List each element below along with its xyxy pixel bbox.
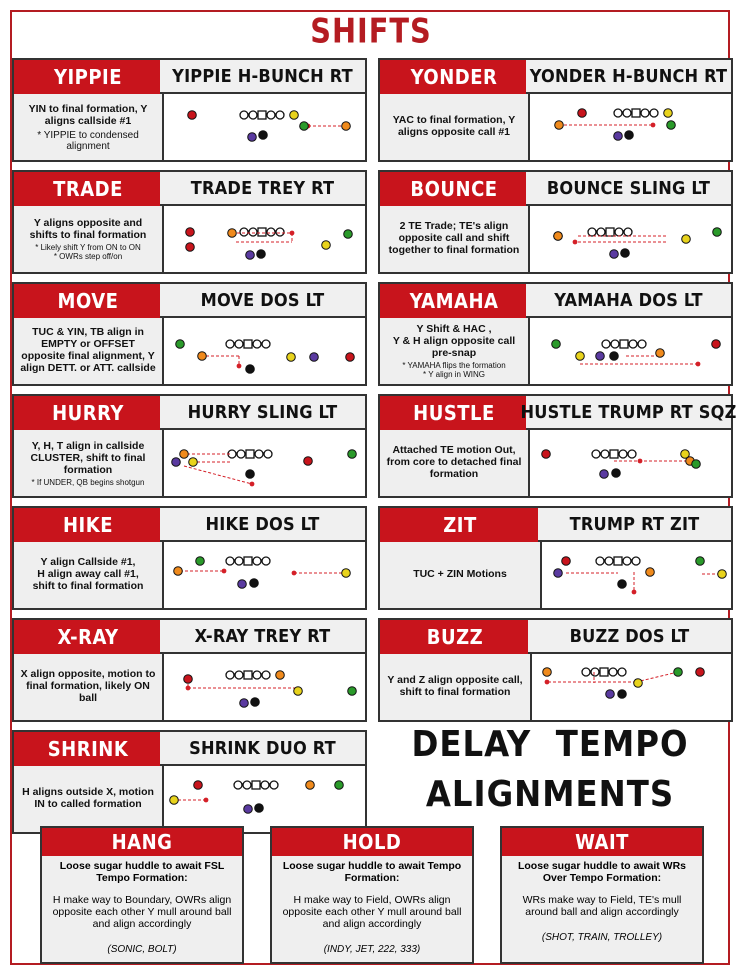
player-x [562, 557, 571, 566]
shift-call-name: BUZZ [380, 620, 532, 654]
center-square [258, 111, 266, 119]
shift-rule: Y, H, T align in callside CLUSTER, shift to final formation [30, 439, 146, 476]
player-t [596, 352, 605, 361]
lineman-circle [276, 111, 284, 119]
lineman-circle [623, 557, 631, 565]
player-z [348, 450, 357, 459]
player-q [246, 470, 255, 479]
formation-diagram [160, 542, 365, 608]
motion-path [184, 466, 252, 484]
shift-note: * YAMAHA flips the formation * Y align in WING [402, 361, 506, 379]
player-t [606, 690, 615, 699]
shift-description [14, 94, 164, 160]
player-q [250, 579, 259, 588]
shift-description [14, 430, 164, 496]
player-z [552, 340, 561, 349]
player-y [180, 450, 189, 459]
formation-svg [160, 318, 365, 384]
formation-name: X-RAY TREY RT [160, 620, 365, 654]
formation-name: HUSTLE TRUMP RT SQZ [526, 396, 731, 430]
shift-note: * Likely shift Y from ON to ON * OWRs step off/on [35, 243, 141, 261]
shift-description [14, 206, 164, 272]
player-z [344, 230, 353, 239]
player-x [696, 668, 705, 677]
player-y [554, 232, 563, 241]
motion-endpoint [186, 686, 191, 691]
player-z [196, 557, 205, 566]
center-square [246, 450, 254, 458]
shift-description [380, 542, 542, 608]
lineman-circle [226, 557, 234, 565]
tempo-name: HOLD [272, 828, 472, 856]
formation-name: TRADE TREY RT [160, 172, 365, 206]
player-y [306, 781, 315, 790]
lineman-circle [226, 671, 234, 679]
lineman-circle [650, 109, 658, 117]
player-h [718, 570, 727, 579]
motion-endpoint [222, 569, 227, 574]
shift-card-yippie [12, 58, 367, 162]
tempo-examples: (SONIC, BOLT) [107, 944, 177, 955]
center-square [606, 228, 614, 236]
lineman-circle [609, 668, 617, 676]
tempo-lead: Loose sugar huddle to await WRs Over Tempo Formation: [517, 860, 686, 884]
shift-note: * YIPPIE to condensed alignment [37, 129, 139, 152]
motion-endpoint [250, 482, 255, 487]
formation-diagram [526, 206, 731, 272]
lineman-circle [628, 450, 636, 458]
shift-rule: Y aligns opposite and shifts to final formation [29, 217, 147, 241]
tempo-name: WAIT [502, 828, 702, 856]
lineman-circle [624, 228, 632, 236]
shift-card-hike [12, 506, 367, 610]
lineman-circle [601, 450, 609, 458]
player-h [290, 111, 299, 120]
shift-call-name: YAMAHA [380, 284, 530, 318]
shift-rule: 2 TE Trade; TE's align opposite call and shift together to final formation [388, 220, 520, 256]
player-z [176, 340, 185, 349]
shift-card-shrink [12, 730, 367, 834]
formation-svg [160, 654, 365, 720]
lineman-circle [249, 228, 257, 236]
motion-endpoint [696, 362, 701, 367]
motion-endpoint [651, 123, 656, 128]
formation-svg [160, 542, 365, 608]
player-y [198, 352, 207, 361]
motion-endpoint [573, 240, 578, 245]
player-t [310, 353, 319, 362]
player-t [246, 251, 255, 260]
player-x [188, 111, 197, 120]
formation-diagram [160, 206, 365, 272]
shift-card-bounce [378, 170, 733, 274]
formation-name: HIKE DOS LT [160, 508, 365, 542]
motion-endpoint [638, 459, 643, 464]
player-t [244, 805, 253, 814]
player-t [554, 569, 563, 578]
delay-tempo-heading [400, 720, 700, 820]
formation-diagram [526, 318, 731, 384]
page-title: SHIFTS [310, 11, 432, 51]
lineman-circle [605, 557, 613, 565]
player-q [618, 580, 627, 589]
player-z [300, 122, 309, 131]
shift-rule: YIN to final formation, Y aligns callside #1 [28, 102, 148, 127]
shift-description [14, 654, 164, 720]
player-y [656, 349, 665, 358]
lineman-circle [253, 671, 261, 679]
player-z [667, 121, 676, 130]
lineman-circle [611, 340, 619, 348]
formation-diagram [528, 654, 731, 720]
lineman-circle [249, 111, 257, 119]
center-square [600, 668, 608, 676]
player-q [255, 804, 264, 813]
tempo-examples: (INDY, JET, 222, 333) [323, 944, 421, 955]
motion-endpoint [545, 680, 550, 685]
player-t [600, 470, 609, 479]
motion-endpoint [237, 364, 242, 369]
lineman-circle [235, 671, 243, 679]
shift-call-name: BOUNCE [380, 172, 530, 206]
shift-call-name: YIPPIE [14, 60, 164, 94]
formation-name: BOUNCE SLING LT [526, 172, 731, 206]
shift-call-name: YONDER [380, 60, 530, 94]
lineman-circle [592, 450, 600, 458]
player-y [646, 568, 655, 577]
lineman-circle [623, 109, 631, 117]
lineman-circle [641, 109, 649, 117]
player-z [692, 460, 701, 469]
formation-svg [160, 206, 365, 272]
center-square [252, 781, 260, 789]
lineman-circle [615, 228, 623, 236]
player-h [287, 353, 296, 362]
player-z [335, 781, 344, 790]
player-z [348, 687, 357, 696]
center-square [244, 340, 252, 348]
lineman-circle [582, 668, 590, 676]
lineman-circle [597, 228, 605, 236]
player-q [625, 131, 634, 140]
shift-description [14, 542, 164, 608]
formation-diagram [538, 542, 731, 608]
player-q [610, 352, 619, 361]
player-z [696, 557, 705, 566]
formation-name: HURRY SLING LT [160, 396, 365, 430]
formation-svg [526, 94, 731, 160]
formation-diagram [160, 318, 365, 384]
formation-svg [160, 766, 365, 832]
player-h [170, 796, 179, 805]
lineman-circle [591, 668, 599, 676]
shift-card-trade [12, 170, 367, 274]
lineman-circle [632, 557, 640, 565]
player-t [240, 699, 249, 708]
player-y [174, 567, 183, 576]
lineman-circle [240, 111, 248, 119]
formation-diagram [160, 94, 365, 160]
shift-description [380, 318, 530, 384]
lineman-circle [596, 557, 604, 565]
shift-card-hustle [378, 394, 737, 498]
formation-name: MOVE DOS LT [160, 284, 365, 318]
formation-name: SHRINK DUO RT [160, 732, 365, 766]
player-z [674, 668, 683, 677]
lineman-circle [255, 450, 263, 458]
shift-call-name: X-RAY [14, 620, 164, 654]
shift-rule: TUC & YIN, TB align in EMPTY or OFFSET opposite final alignment, Y align DETT. or ATT. callside [20, 326, 156, 374]
formation-diagram [160, 654, 365, 720]
player-x [578, 109, 587, 118]
center-square [610, 450, 618, 458]
delay-line-1: DELAY TEMPO [411, 724, 689, 765]
player-t [238, 580, 247, 589]
shift-rule: Attached TE motion Out, from core to detached final formation [386, 444, 522, 480]
tempo-body: WRs make way to Field, TE's mull around ball and align accordingly [522, 894, 682, 918]
formation-name: YONDER H-BUNCH RT [526, 60, 731, 94]
motion-endpoint [204, 798, 209, 803]
center-square [614, 557, 622, 565]
motion-endpoint [290, 231, 295, 236]
player-h [576, 352, 585, 361]
tempo-body: H make way to Field, OWRs align opposite each other Y mull around ball and align accordingly [282, 894, 462, 930]
shift-note: * If UNDER, QB begins shotgun [31, 477, 145, 487]
player-y [555, 121, 564, 130]
lineman-circle [602, 340, 610, 348]
formation-name: YIPPIE H-BUNCH RT [160, 60, 365, 94]
lineman-circle [240, 228, 248, 236]
player-x [542, 450, 551, 459]
lineman-circle [226, 340, 234, 348]
motion-path [636, 672, 678, 682]
player-q [246, 365, 255, 374]
tempo-name: HANG [42, 828, 242, 856]
player-q [251, 698, 260, 707]
player-q [612, 469, 621, 478]
shift-rule: Y Shift & HAC , Y & H align opposite call pre-snap [392, 323, 516, 359]
tempo-card-hold [270, 826, 474, 964]
formation-name: TRUMP RT ZIT [538, 508, 731, 542]
lineman-circle [638, 340, 646, 348]
player-q [621, 249, 630, 258]
lineman-circle [262, 340, 270, 348]
player-h [322, 241, 331, 250]
tempo-examples: (SHOT, TRAIN, TROLLEY) [541, 932, 663, 943]
formation-name: YAMAHA DOS LT [526, 284, 731, 318]
formation-svg [528, 654, 731, 720]
tempo-lead: Loose sugar huddle to await FSL Tempo Formation: [59, 860, 225, 884]
lineman-circle [253, 557, 261, 565]
player-t [614, 132, 623, 141]
lineman-circle [261, 781, 269, 789]
lineman-circle [243, 781, 251, 789]
shift-card-x-ray [12, 618, 367, 722]
lineman-circle [614, 109, 622, 117]
shift-call-name: HUSTLE [380, 396, 530, 430]
shift-rule: Y align Callside #1, H align away call #1, shift to final formation [32, 556, 144, 592]
shift-call-name: HIKE [14, 508, 164, 542]
formation-svg [160, 430, 365, 496]
formation-diagram [526, 430, 731, 496]
lineman-circle [235, 557, 243, 565]
lineman-circle [619, 450, 627, 458]
player-h [634, 679, 643, 688]
shift-rule: X align opposite, motion to final formation, likely ON ball [20, 668, 156, 704]
formation-svg [526, 206, 731, 272]
shift-rule: H aligns outside X, motion IN to called formation [22, 786, 154, 810]
player-x [194, 781, 203, 790]
player-y [543, 668, 552, 677]
delay-line-2: ALIGNMENTS [425, 774, 675, 815]
lineman-circle [270, 781, 278, 789]
player-x [186, 243, 195, 252]
formation-diagram [160, 430, 365, 496]
shift-card-yonder [378, 58, 733, 162]
player-h [189, 458, 198, 467]
tempo-body: H make way to Boundary, OWRs align opposite each other Y mull around ball and align accordingly [52, 894, 232, 930]
shift-call-name: ZIT [380, 508, 542, 542]
player-x [346, 353, 355, 362]
lineman-circle [262, 557, 270, 565]
lineman-circle [237, 450, 245, 458]
center-square [244, 557, 252, 565]
player-y [228, 229, 237, 238]
shift-description [380, 206, 530, 272]
player-q [618, 690, 627, 699]
shift-rule: TUC + ZIN Motions [413, 568, 507, 580]
lineman-circle [253, 340, 261, 348]
shift-card-buzz [378, 618, 733, 722]
shift-description [14, 318, 164, 384]
player-t [248, 133, 257, 142]
tempo-card-hang [40, 826, 244, 964]
shift-description [14, 766, 164, 832]
lineman-circle [267, 228, 275, 236]
center-square [620, 340, 628, 348]
lineman-circle [629, 340, 637, 348]
player-q [259, 131, 268, 140]
shift-card-hurry [12, 394, 367, 498]
lineman-circle [276, 228, 284, 236]
center-square [632, 109, 640, 117]
shift-rule: Y and Z align opposite call, shift to final formation [387, 674, 523, 698]
center-square [258, 228, 266, 236]
player-x [184, 675, 193, 684]
formation-diagram [160, 766, 365, 832]
shift-call-name: SHRINK [14, 732, 164, 766]
tempo-lead: Loose sugar huddle to await Tempo Formation: [282, 860, 462, 884]
shift-rule: YAC to final formation, Y aligns opposite call #1 [392, 114, 516, 138]
formation-name: BUZZ DOS LT [528, 620, 731, 654]
player-x [712, 340, 721, 349]
shift-call-name: MOVE [14, 284, 164, 318]
formation-svg [538, 542, 731, 608]
lineman-circle [588, 228, 596, 236]
lineman-circle [267, 111, 275, 119]
player-y [276, 671, 285, 680]
motion-endpoint [292, 571, 297, 576]
player-t [610, 250, 619, 259]
lineman-circle [618, 668, 626, 676]
shift-description [380, 430, 530, 496]
formation-svg [160, 94, 365, 160]
player-h [294, 687, 303, 696]
shift-card-move [12, 282, 367, 386]
formation-svg [526, 318, 731, 384]
player-t [172, 458, 181, 467]
shift-description [380, 94, 530, 160]
shift-description [380, 654, 532, 720]
player-h [342, 569, 351, 578]
shift-card-zit [378, 506, 733, 610]
lineman-circle [235, 340, 243, 348]
motion-endpoint [632, 590, 637, 595]
tempo-card-wait [500, 826, 704, 964]
formation-diagram [526, 94, 731, 160]
shift-card-yamaha [378, 282, 733, 386]
player-q [257, 250, 266, 259]
player-z [713, 228, 722, 237]
player-x [186, 228, 195, 237]
player-y [342, 122, 351, 131]
player-h [682, 235, 691, 244]
formation-svg [526, 430, 731, 496]
lineman-circle [262, 671, 270, 679]
player-h [664, 109, 673, 118]
center-square [244, 671, 252, 679]
player-x [304, 457, 313, 466]
lineman-circle [264, 450, 272, 458]
lineman-circle [234, 781, 242, 789]
shift-call-name: TRADE [14, 172, 164, 206]
shift-call-name: HURRY [14, 396, 164, 430]
